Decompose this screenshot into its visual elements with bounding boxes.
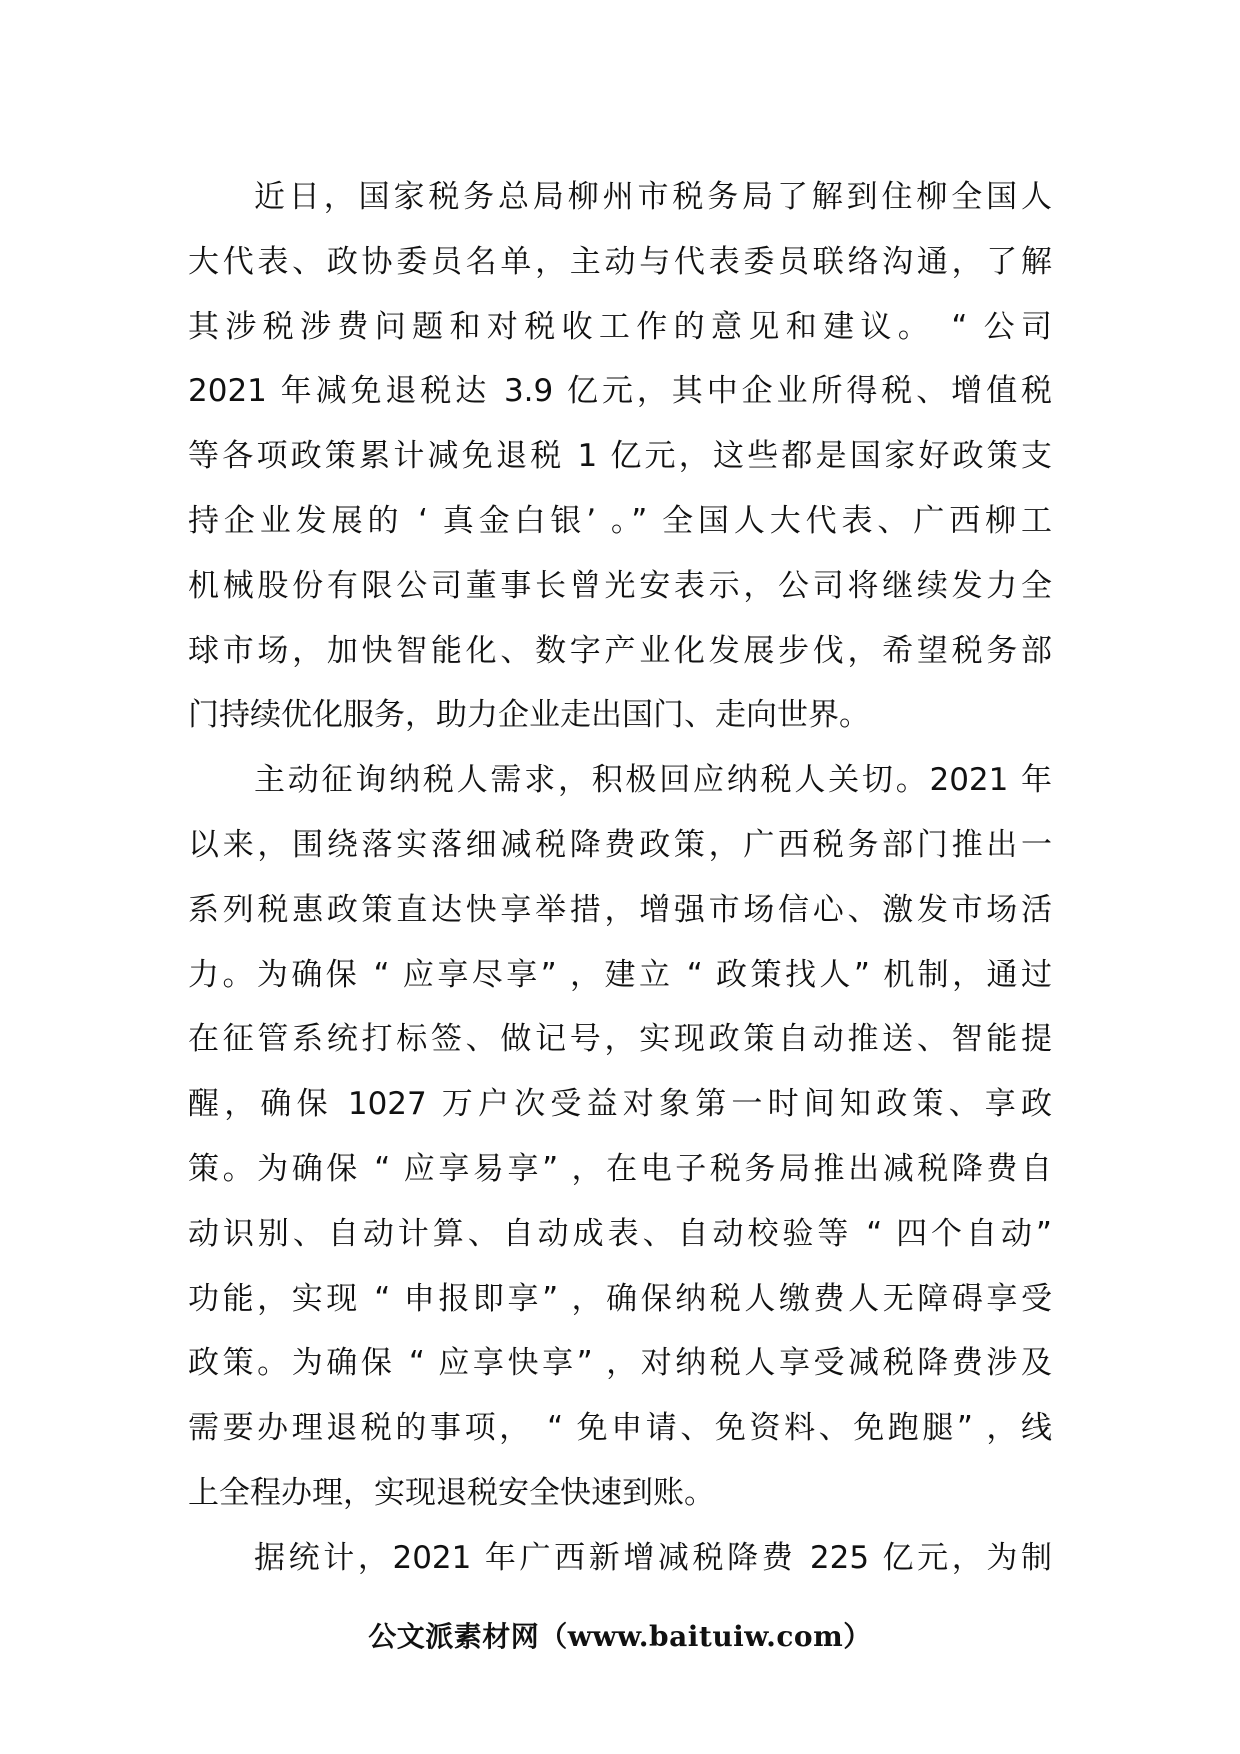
paragraph-2-line-8: 动识别、自动计算、自动成表、自动校验等 “ 四个自动” bbox=[188, 1215, 1052, 1252]
paragraph-1-line-9: 门持续优化服务，助力企业走出国门、走向世界。 bbox=[188, 697, 870, 734]
paragraph-2-line-4: 力。为确保 “ 应享尽享” ，建立 “ 政策找人” 机制，通过 bbox=[188, 956, 1052, 993]
paragraph-1-line-4: 2021 年减免退税达 3.9 亿元，其中企业所得税、增值税 bbox=[188, 373, 1052, 410]
paragraph-2-line-11: 需要办理退税的事项， “ 免申请、免资料、免跑腿” ，线 bbox=[188, 1410, 1052, 1447]
watermark-footer: 公文派素材网（www.baituiw.com） bbox=[368, 1620, 872, 1653]
paragraph-2-line-7: 策。为确保 “ 应享易享” ，在电子税务局推出减税降费自 bbox=[188, 1150, 1052, 1187]
paragraph-1-line-7: 机械股份有限公司董事长曾光安表示，公司将继续发力全 bbox=[188, 567, 1052, 604]
body-text bbox=[188, 165, 1052, 1591]
paragraph-1-line-8: 球市场，加快智能化、数字产业化发展步伐，希望税务部 bbox=[188, 632, 1052, 669]
paragraph-3-line-1: 据统计，2021 年广西新增减税降费 225 亿元，为制 bbox=[254, 1539, 1052, 1576]
paragraph-1-line-2: 大代表、政协委员名单，主动与代表委员联络沟通，了解 bbox=[188, 243, 1052, 280]
paragraph-1-line-1: 近日，国家税务总局柳州市税务局了解到住柳全国人 bbox=[254, 179, 1052, 215]
paragraph-1-line-5: 等各项政策累计减免退税 1 亿元，这些都是国家好政策支 bbox=[188, 438, 1052, 475]
paragraph-2-line-9: 功能，实现 “ 申报即享” ，确保纳税人缴费人无障碍享受 bbox=[188, 1280, 1052, 1317]
paragraph-1-line-6: 持企业发展的 ‘ 真金白银’ 。” 全国人大代表、广西柳工 bbox=[188, 502, 1052, 539]
paragraph-2-line-12: 上全程办理，实现退税安全快速到账。 bbox=[188, 1474, 715, 1511]
paragraph-2-line-6: 醒，确保 1027 万户次受益对象第一时间知政策、享政 bbox=[188, 1086, 1052, 1123]
paragraph-2-line-3: 系列税惠政策直达快享举措，增强市场信心、激发市场活 bbox=[188, 891, 1052, 928]
paragraph-2-line-5: 在征管系统打标签、做记号，实现政策自动推送、智能提 bbox=[188, 1021, 1052, 1058]
paragraph-2-line-1: 主动征询纳税人需求，积极回应纳税人关切。2021 年 bbox=[254, 762, 1052, 799]
paragraph-2-line-2: 以来，围绕落实落细减税降费政策，广西税务部门推出一 bbox=[188, 826, 1052, 863]
paragraph-2-line-10: 政策。为确保 “ 应享快享” ，对纳税人享受减税降费涉及 bbox=[188, 1345, 1052, 1382]
paragraph-1-line-3: 其涉税涉费问题和对税收工作的意见和建议。 “ 公司 bbox=[188, 308, 1052, 345]
